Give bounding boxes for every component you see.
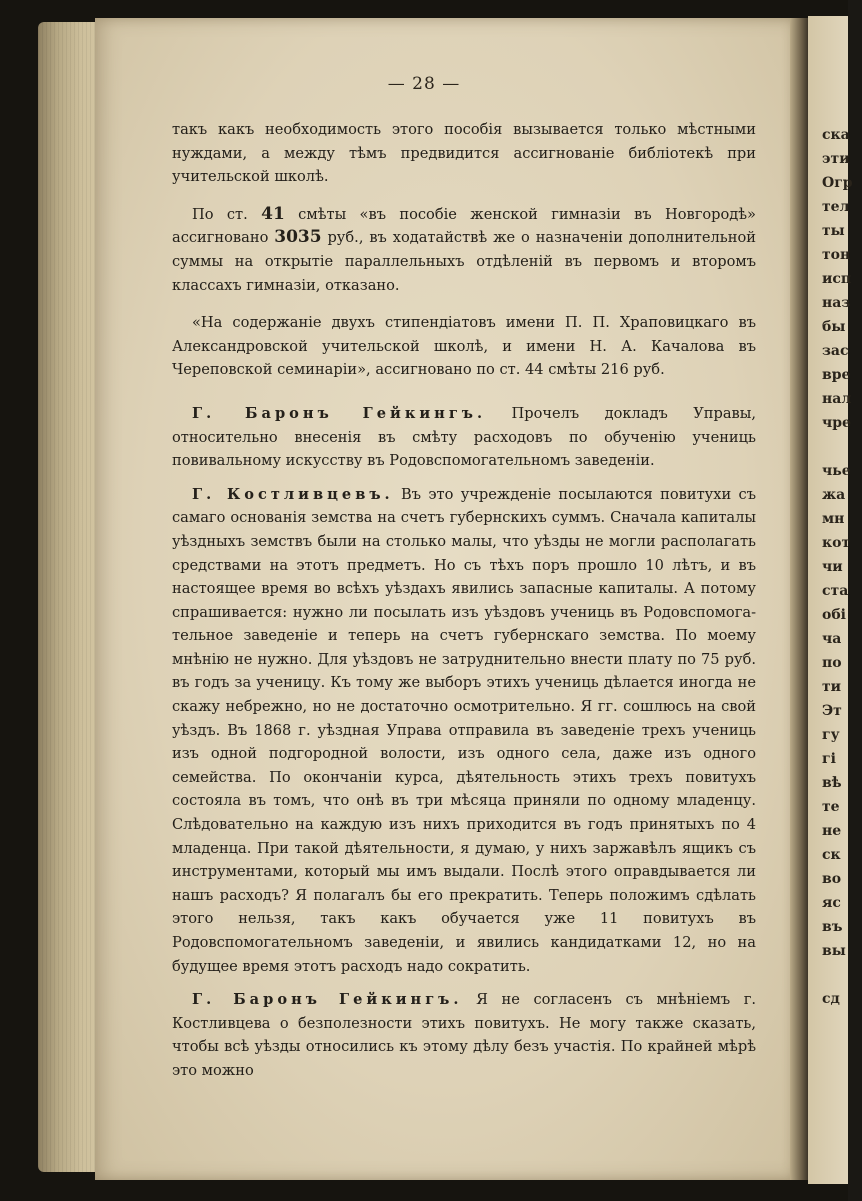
text-span: руб., въ ходатайствѣ же о назначеніи дополнительной суммы на открытіе параллельныхъ отдѣленій въ первомъ и второмъ классахъ гимназіи, отказано.: [172, 229, 756, 294]
facing-page-fragment: сд: [822, 991, 840, 1007]
facing-page-fragment: ск: [822, 847, 841, 863]
facing-page-fragment: чье: [822, 463, 851, 479]
facing-page-fragment: не: [822, 823, 842, 839]
speaker-name: Г. Баронъ Гейкингъ.: [192, 991, 463, 1009]
facing-page-fragment: кот: [822, 535, 851, 551]
speech-text: Я не согласенъ съ мнѣніемъ г. Костливцева о безполезности этихъ повитухъ. Не могу также сказать, чтобы всѣ уѣзды относились къ этому дѣлу безъ участія. По крайней мѣрѣ это можно: [172, 991, 756, 1079]
facing-page-fragment: ти: [822, 679, 842, 695]
facing-page-fragment: обі: [822, 607, 846, 623]
paragraph: [172, 203, 756, 297]
facing-page-fragment: гу: [822, 727, 840, 743]
facing-page-fragment: ста: [822, 583, 849, 599]
facing-page-fragment: Огр: [822, 175, 853, 191]
facing-page-fragment: вѣ: [822, 775, 842, 791]
facing-page-fragment: чре: [822, 415, 851, 431]
speech-text: Въ это учрежденіе посылаются повитухи съ самаго основанія земства на счетъ губернскихъ суммъ. Сначала капиталы уѣздныхъ земствъ были на столько малы, что уѣзды не могли располагать средствами на этотъ предметъ. Но съ тѣхъ поръ прошло 10 лѣтъ, и въ настоящее время во всѣхъ уѣздахъ явились запасные капиталы. А потому спрашивается: нужно ли посылать изъ уѣздовъ учениць въ Родовспомогательное заведеніе и теперь на счетъ губернскаго земства. По моему мнѣнію не нужно. Для уѣздовъ не затруднительно внести плату по 75 руб. въ годъ за ученицу. Къ тому же выборъ этихъ учениць дѣлается иногда не скажу небрежно, но не достаточно осмотрительно. Я гг. сошлюсь на свой уѣздъ. Въ 1868 г. уѣздная Управа отправила въ заведеніе трехъ учениць изъ одной подгородной волости, изъ одного села, даже изъ одного семейства. По окончаніи курса, дѣятельность этихъ трехъ повитухъ состояла въ томъ, что онѣ въ три мѣсяца приняли по одному младенцу. Слѣдовательно на каждую изъ нихъ приходится въ годъ принятыхъ по 4 младенца. При такой дѣятельности, я думаю, у нихъ заржавѣлъ ящикъ съ инструментами, который мы имъ выдали. Послѣ этого оправдывается ли нашъ расходъ? Я полагалъ бы его прекратить. Теперь положимъ сдѣлать этого нельзя, такъ какъ обучается уже 11 повитухъ въ Родовспомогательномъ заведеніи, и явились кандидатками 12, но на будущее время этотъ расходъ надо сократить.: [172, 485, 756, 975]
facing-page-fragment: ча: [822, 631, 842, 647]
facing-page-fragment: исп: [822, 271, 852, 287]
facing-page-fragment: бы: [822, 319, 846, 335]
facing-page-fragment: нал: [822, 391, 852, 407]
article-number: 41: [261, 203, 285, 224]
facing-page-fragment: Эт: [822, 703, 842, 719]
speaker-name: Г. Баронъ Гейкингъ.: [192, 404, 487, 422]
facing-page-fragment: гі: [822, 751, 836, 767]
book-gutter: [790, 18, 810, 1180]
facing-page-fragment: ска: [822, 127, 850, 143]
speech-text: Прочелъ докладъ Управы, относительно внесенія въ смѣту расходовъ по обученію учениць повивальному искусству въ Родовспомогательномъ заведеніи.: [172, 404, 756, 470]
speech: [172, 402, 756, 473]
facing-page-fragment: наз: [822, 295, 851, 311]
facing-page-edge: [808, 16, 853, 1184]
speech: [172, 988, 756, 1082]
facing-page-fragment: тел: [822, 199, 850, 215]
facing-page-fragment: во: [822, 871, 842, 887]
facing-page-fragment: ты: [822, 223, 845, 239]
text-span: По ст.: [192, 205, 262, 223]
facing-page-fragment: мн: [822, 511, 845, 527]
facing-page-fragment: тон: [822, 247, 851, 263]
facing-page-fragment: зас: [822, 343, 849, 359]
facing-page-fragment: те: [822, 799, 840, 815]
facing-page-fragment: въ: [822, 919, 843, 935]
facing-page-fragment: эти: [822, 151, 850, 167]
speaker-name: Г. Костливцевъ.: [192, 485, 394, 503]
page-number: — 28 —: [387, 74, 461, 94]
paragraph: такъ какъ необходимость этого пособія вызывается только мѣстными нуждами, а между тѣмъ предвидится ассигнованіе библіотекѣ при учительской школѣ.: [172, 121, 756, 186]
paragraph: «На содержаніе двухъ стипендіатовъ имени П. П. Храповицкаго въ Александровской учительской школѣ, и имени Н. А. Качалова въ Череповской семинаріи», ассигновано по ст. 44 смѣты 216 руб.: [172, 314, 756, 379]
facing-page-fragment: жа: [822, 487, 846, 503]
facing-page-fragment: чи: [822, 559, 843, 575]
text-span: смѣты «въ пособіе женской гимназіи въ Новгородѣ» ассигновано: [172, 205, 756, 247]
facing-page-fragment: яс: [822, 895, 841, 911]
facing-page-fragment: вре: [822, 367, 851, 383]
speech: [172, 483, 756, 978]
amount: 3035: [274, 227, 322, 248]
facing-page-fragment: по: [822, 655, 842, 671]
page-text: [172, 118, 756, 1083]
facing-page-fragment: вы: [822, 943, 846, 959]
